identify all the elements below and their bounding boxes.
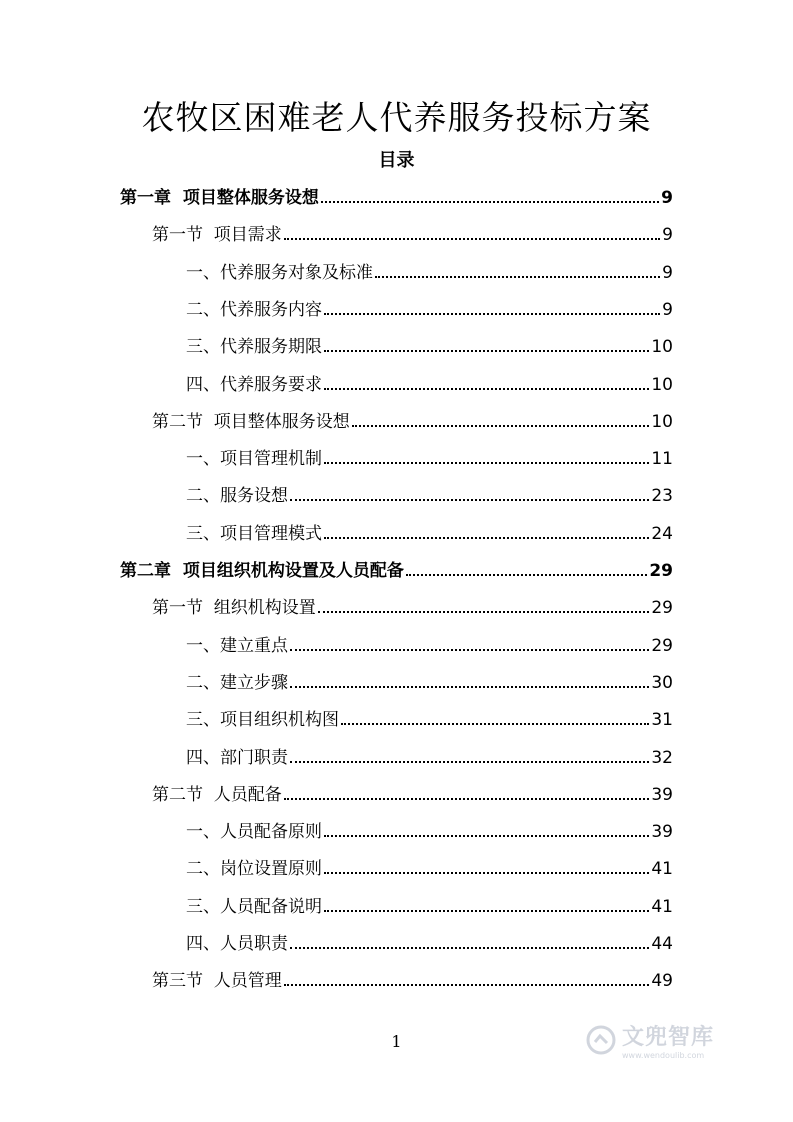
- toc-entry[interactable]: [186, 816, 673, 842]
- toc-entry-page: 10: [651, 337, 673, 358]
- toc-entry-label: 第二节 人员配备: [152, 784, 282, 805]
- toc-entry-label: 第一章 项目整体服务设想: [120, 188, 319, 208]
- toc-entry[interactable]: [186, 518, 673, 544]
- toc-entry-label: 三、代养服务期限: [186, 337, 322, 358]
- toc-entry-page: 9: [661, 188, 673, 208]
- watermark-logo-icon: [586, 1025, 616, 1055]
- toc-entry[interactable]: [186, 257, 673, 283]
- watermark: [586, 1020, 714, 1060]
- toc-entry[interactable]: [120, 182, 673, 208]
- toc-dot-leader: [290, 498, 649, 501]
- toc-entry-page: 29: [651, 598, 673, 619]
- toc-dot-leader: [324, 909, 649, 912]
- toc-entry[interactable]: [186, 928, 673, 954]
- toc-entry[interactable]: [186, 742, 673, 768]
- toc-entry-label: 一、代养服务对象及标准: [186, 262, 373, 283]
- toc-entry-page: 29: [651, 635, 673, 656]
- toc-dot-leader: [324, 312, 660, 315]
- toc-dot-leader: [318, 610, 650, 613]
- toc-entry-page: 32: [651, 747, 673, 768]
- toc-heading: 目录: [378, 150, 415, 171]
- toc-entry-label: 二、代养服务内容: [186, 299, 322, 320]
- page-number: 1: [391, 1032, 402, 1051]
- toc-entry[interactable]: [186, 704, 673, 730]
- toc-dot-leader: [341, 722, 649, 725]
- toc-entry-label: 三、项目管理模式: [186, 523, 322, 544]
- toc-entry-page: 9: [662, 299, 673, 320]
- watermark-title: 文兜智库: [622, 1025, 715, 1050]
- toc-entry[interactable]: [152, 592, 673, 618]
- toc-entry-label: 四、代养服务要求: [186, 374, 322, 395]
- toc-dot-leader: [375, 275, 660, 278]
- toc-entry-page: 10: [651, 374, 673, 395]
- toc-dot-leader: [406, 573, 647, 576]
- toc-dot-leader: [284, 797, 650, 800]
- toc-entry[interactable]: [186, 853, 673, 879]
- toc-dot-leader: [324, 349, 649, 352]
- toc-entry-label: 四、人员职责: [186, 934, 288, 954]
- watermark-url: www.wendoulib.com: [622, 1051, 705, 1060]
- document-title: 农牧区困难老人代养服务投标方案: [141, 98, 652, 137]
- toc-entry[interactable]: [186, 331, 673, 357]
- toc-entry-label: 第二节 项目整体服务设想: [152, 411, 350, 432]
- toc-entry-page: 23: [651, 486, 673, 507]
- toc-dot-leader: [284, 983, 650, 986]
- toc-entry[interactable]: [152, 406, 673, 432]
- toc-entry[interactable]: [186, 480, 673, 506]
- toc-entry-page: 31: [651, 710, 673, 731]
- toc-dot-leader: [324, 871, 649, 874]
- toc-entry[interactable]: [186, 294, 673, 320]
- toc-entry[interactable]: [152, 965, 673, 991]
- toc-entry-label: 三、人员配备说明: [186, 896, 322, 917]
- toc-entry-label: 一、人员配备原则: [186, 822, 322, 843]
- toc-entry[interactable]: [186, 630, 673, 656]
- toc-dot-leader: [324, 461, 649, 464]
- toc-entry-label: 第二章 项目组织机构设置及人员配备: [120, 561, 404, 581]
- toc-entry-page: 41: [651, 896, 673, 917]
- toc-entry-label: 第一节 组织机构设置: [152, 598, 316, 619]
- toc-dot-leader: [290, 946, 649, 949]
- toc-entry-page: 24: [651, 523, 673, 544]
- toc-entry-label: 二、岗位设置原则: [186, 859, 322, 880]
- toc-entry[interactable]: [120, 555, 673, 581]
- toc-dot-leader: [324, 536, 649, 539]
- toc-entry[interactable]: [152, 779, 673, 805]
- toc-entry-page: 41: [651, 859, 673, 880]
- toc-entry-label: 第一节 项目需求: [152, 225, 282, 246]
- toc-entry[interactable]: [186, 667, 673, 693]
- toc-entry-label: 二、建立步骤: [186, 672, 288, 693]
- toc-entry-page: 10: [651, 411, 673, 432]
- toc-entry[interactable]: [186, 369, 673, 395]
- toc-entry-label: 一、建立重点: [186, 635, 288, 656]
- toc-entry-page: 9: [662, 225, 673, 246]
- toc-entry-page: 39: [651, 822, 673, 843]
- toc-entry-page: 44: [651, 934, 673, 954]
- toc-entry-label: 二、服务设想: [186, 486, 288, 507]
- toc-dot-leader: [290, 685, 649, 688]
- toc-entry-label: 四、部门职责: [186, 747, 288, 768]
- toc-entry-page: 9: [662, 262, 673, 283]
- toc-entry-label: 第三节 人员管理: [152, 971, 282, 992]
- toc-entry-page: 11: [651, 449, 673, 470]
- toc-entry-page: 30: [651, 672, 673, 693]
- toc-entry-page: 39: [651, 784, 673, 805]
- toc-dot-leader: [352, 424, 650, 427]
- toc-dot-leader: [284, 237, 660, 240]
- toc-dot-leader: [290, 760, 649, 763]
- toc-dot-leader: [324, 834, 649, 837]
- toc-dot-leader: [290, 648, 649, 651]
- toc-dot-leader: [321, 200, 659, 203]
- toc-entry[interactable]: [186, 443, 673, 469]
- toc-entry[interactable]: [186, 891, 673, 917]
- toc-entry-page: 49: [651, 971, 673, 992]
- toc-entry-page: 29: [649, 561, 673, 581]
- toc-entry-label: 一、项目管理机制: [186, 449, 322, 470]
- toc-entry[interactable]: [152, 219, 673, 245]
- toc-dot-leader: [324, 387, 649, 390]
- toc-entry-label: 三、项目组织机构图: [186, 710, 339, 731]
